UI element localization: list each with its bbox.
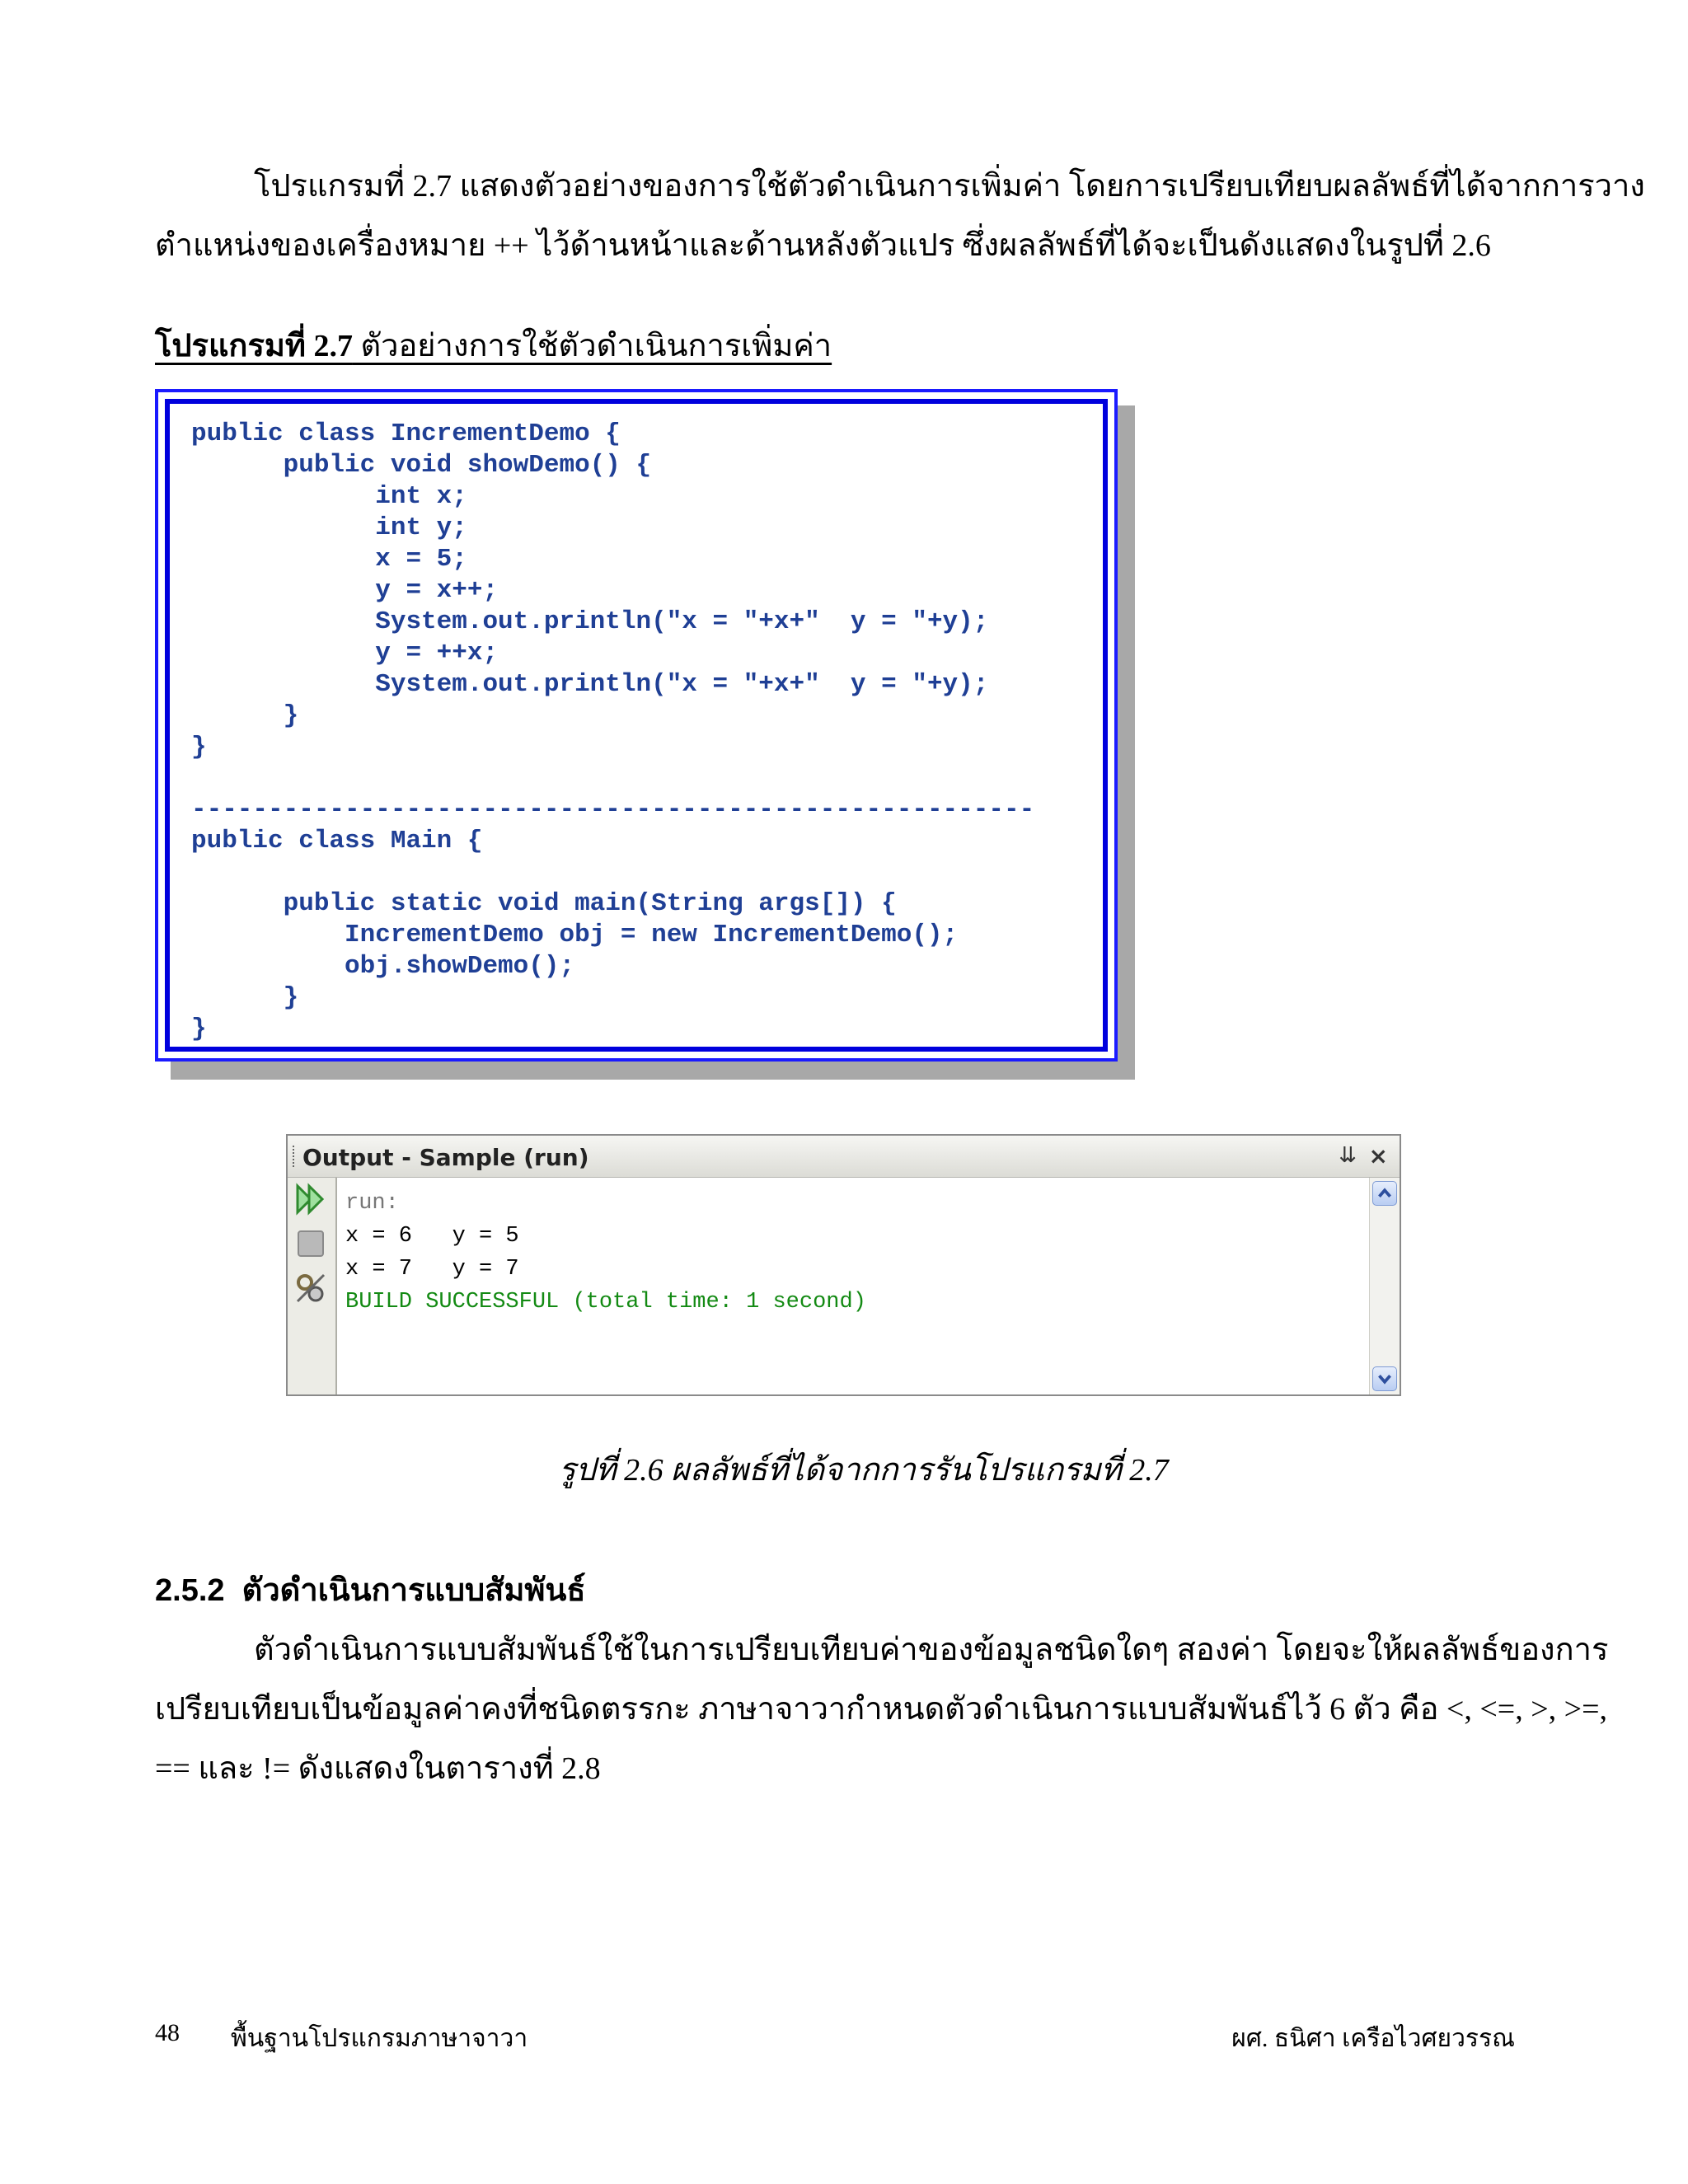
output-line: x = 6 y = 5: [345, 1224, 519, 1249]
code-line: public class IncrementDemo {: [191, 419, 621, 448]
program-heading-text: ตัวอย่างการใช้ตัวดำเนินการเพิ่มค่า: [352, 329, 832, 363]
close-icon[interactable]: ×: [1368, 1142, 1388, 1169]
intro-line-1: โปรแกรมที่ 2.7 แสดงตัวอย่างของการใช้ตัวดำเนินการเพิ่มค่า โดยการเปรียบเทียบผลลัพธ์ที่ได้จากการวาง: [254, 169, 1645, 204]
output-line-run: run:: [345, 1191, 399, 1216]
program-heading-number: โปรแกรมที่ 2.7: [155, 329, 353, 363]
section-paragraph: [155, 1620, 1608, 1798]
scroll-down-button[interactable]: [1372, 1366, 1397, 1391]
code-line: System.out.println("x = "+x+" y = "+y);: [191, 670, 989, 699]
output-line: x = 7 y = 7: [345, 1257, 519, 1282]
section-line-3: == และ != ดังแสดงในตารางที่ 2.8: [155, 1751, 601, 1786]
output-toolbar: [288, 1178, 337, 1394]
code-line: }: [191, 1015, 207, 1043]
output-titlebar: [288, 1136, 1400, 1178]
code-line: int y;: [191, 513, 467, 542]
code-line: IncrementDemo obj = new IncrementDemo();: [191, 921, 959, 949]
chevron-up-icon: [1373, 1182, 1396, 1205]
program-heading: [155, 320, 832, 370]
intro-paragraph: [155, 157, 1645, 275]
rerun-icon[interactable]: [294, 1183, 327, 1216]
output-console: [345, 1187, 866, 1319]
code-line: x = 5;: [191, 545, 467, 574]
author-name: ผศ. ธนิศา เครือไวศยวรรณ: [1231, 2025, 1515, 2052]
book-title: พื้นฐานโปรแกรมภาษาจาวา: [231, 2025, 528, 2052]
code-line: }: [191, 733, 207, 762]
code-box: [155, 389, 1118, 1062]
code-line: public static void main(String args[]) {: [191, 889, 897, 918]
section-line-2: เปรียบเทียบเป็นข้อมูลค่าคงที่ชนิดตรรกะ ภาษาจาวากำหนดตัวดำเนินการแบบสัมพันธ์ไว้ 6 ตัว คือ <, <=, >, >=,: [155, 1692, 1608, 1727]
figure-caption: รูปที่ 2.6 ผลลัพธ์ที่ได้จากการรันโปรแกรมที่ 2.7: [559, 1453, 1169, 1488]
code-line: }: [191, 983, 299, 1012]
code-line: y = ++x;: [191, 639, 499, 668]
page-number: 48: [155, 2019, 180, 2046]
scroll-up-button[interactable]: [1372, 1181, 1397, 1206]
code-box-inner: [165, 399, 1108, 1052]
code-line: public void showDemo() {: [191, 451, 652, 480]
code-line: int x;: [191, 482, 467, 511]
stop-icon[interactable]: [294, 1227, 327, 1260]
code-line: y = x++;: [191, 576, 499, 605]
code-line: obj.showDemo();: [191, 952, 575, 981]
section-heading: [155, 1564, 586, 1615]
section-title: ตัวดำเนินการแบบสัมพันธ์: [241, 1572, 586, 1608]
code-line: -------------------------------------------------------: [191, 795, 1035, 824]
chevron-down-icon: [1373, 1367, 1396, 1390]
code-line: }: [191, 701, 299, 730]
settings-tools-icon[interactable]: [294, 1272, 327, 1305]
code-listing: [191, 419, 1034, 1045]
output-window: [286, 1134, 1401, 1396]
output-line-build-success: BUILD SUCCESSFUL (total time: 1 second): [345, 1290, 866, 1315]
vertical-scrollbar[interactable]: [1369, 1178, 1400, 1394]
intro-line-2: ตำแหน่งของเครื่องหมาย ++ ไว้ด้านหน้าและด้านหลังตัวแปร ซึ่งผลลัพธ์ที่ได้จะเป็นดังแสดงในรูปที่ 2.6: [155, 228, 1491, 263]
minimize-window-icon[interactable]: ⇊: [1339, 1143, 1357, 1168]
drag-grip-icon[interactable]: [293, 1146, 297, 1167]
code-line: public class Main {: [191, 827, 483, 855]
section-number: 2.5.2: [155, 1573, 225, 1608]
section-line-1: ตัวดำเนินการแบบสัมพันธ์ใช้ในการเปรียบเทียบค่าของข้อมูลชนิดใดๆ สองค่า โดยจะให้ผลลัพธ์ของการ: [254, 1633, 1609, 1667]
code-line: System.out.println("x = "+x+" y = "+y);: [191, 607, 989, 636]
output-window-title: Output - Sample (run): [302, 1144, 589, 1171]
